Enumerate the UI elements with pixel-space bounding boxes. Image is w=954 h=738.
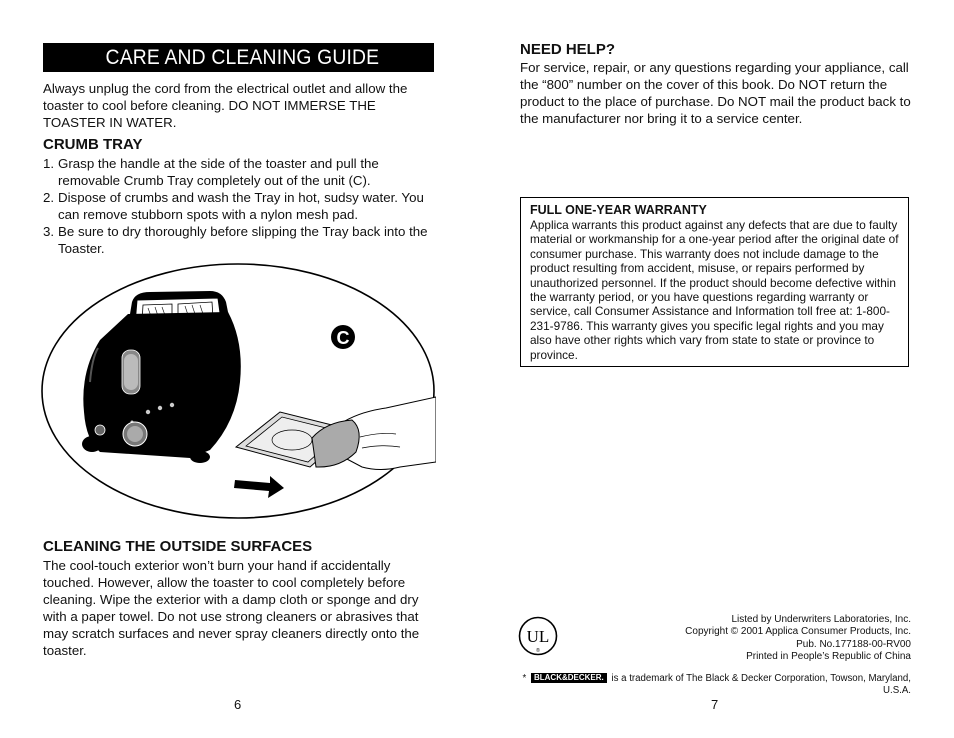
step-item: 1. Grasp the handle at the side of the toaster and pull the removable Crumb Tray completely out of the unit (C). — [43, 156, 379, 188]
listing-line: Copyright © 2001 Applica Consumer Products, Inc. — [685, 626, 911, 638]
need-help-heading: NEED HELP? — [520, 41, 616, 58]
step-item: 2. Dispose of crumbs and wash the Tray in hot, sudsy water. You can remove stubborn spots with a nylon mesh pad. — [43, 190, 424, 222]
warranty-text: Applica warrants this product against any defects that are due to faulty material or workmanship for a one-year period after the original date of consumer purchase. This warranty does not include damage to the product resulting from accident, misuse, or repairs performed by unauthorized personnel. If the product should become defective within the warranty period, or you have questions regarding warranty or service, call Consumer Assistance and Information toll free at: 1-800-231-9786. This warranty gives you specific legal rights and you may also have other rights which vary from state to state or province to province. — [530, 218, 899, 362]
page-title-bar — [43, 43, 434, 72]
crumb-tray-steps — [43, 155, 438, 257]
warranty-box — [520, 197, 909, 367]
outside-surfaces-heading: CLEANING THE OUTSIDE SURFACES — [43, 538, 313, 555]
need-help-text: For service, repair, or any questions regarding your appliance, call the “800” number on the cover of this book. Do NOT return the product to the place of purchase. Do NOT mail the product back to the manufacturer nor bring it to a service center. — [520, 60, 911, 126]
listing-line: Pub. No.177188-00-RV00 — [796, 638, 911, 650]
ul-logo-icon — [518, 616, 558, 656]
intro-text: Always unplug the cord from the electrical outlet and allow the toaster to cool before cleaning. DO NOT IMMERSE THE TOASTER IN WATER. — [43, 81, 408, 130]
figure-label-badge — [331, 325, 355, 349]
trademark-notice — [520, 673, 911, 697]
warranty-heading: FULL ONE-YEAR WARRANTY — [530, 203, 707, 217]
trademark-asterisk: * — [522, 673, 527, 684]
listing-info — [600, 614, 911, 663]
toaster-crumb-tray-illustration — [40, 262, 436, 520]
page-title: CARE AND CLEANING GUIDE — [105, 46, 380, 69]
listing-line: Printed in People’s Republic of China — [746, 650, 911, 662]
ul-logo-text: UL — [526, 627, 550, 646]
listing-line: Listed by Underwriters Laboratories, Inc. — [731, 614, 911, 625]
step-item: 3. Be sure to dry thoroughly before slipping the Tray back into the Toaster. — [43, 224, 428, 256]
trademark-text: is a trademark of The Black & Decker Corporation, Towson, Maryland, U.S.A. — [611, 673, 911, 696]
black-decker-logo: BLACK&DECKER. — [531, 673, 607, 683]
figure-label: C — [336, 328, 350, 348]
ul-registered-mark: ® — [536, 648, 540, 654]
crumb-tray-heading: CRUMB TRAY — [43, 136, 143, 153]
page-number-right: 7 — [711, 697, 719, 712]
outside-surfaces-text: The cool-touch exterior won’t burn your hand if accidentally touched. However, allow the toaster to cool completely before cleaning. Wipe the exterior with a damp cloth or sponge and dry with a paper towel. Do not use strong cleaners or abrasives that may scratch surfaces and never spray cleaners directly onto the toaster. — [43, 558, 420, 658]
page-number-left: 6 — [234, 697, 242, 712]
